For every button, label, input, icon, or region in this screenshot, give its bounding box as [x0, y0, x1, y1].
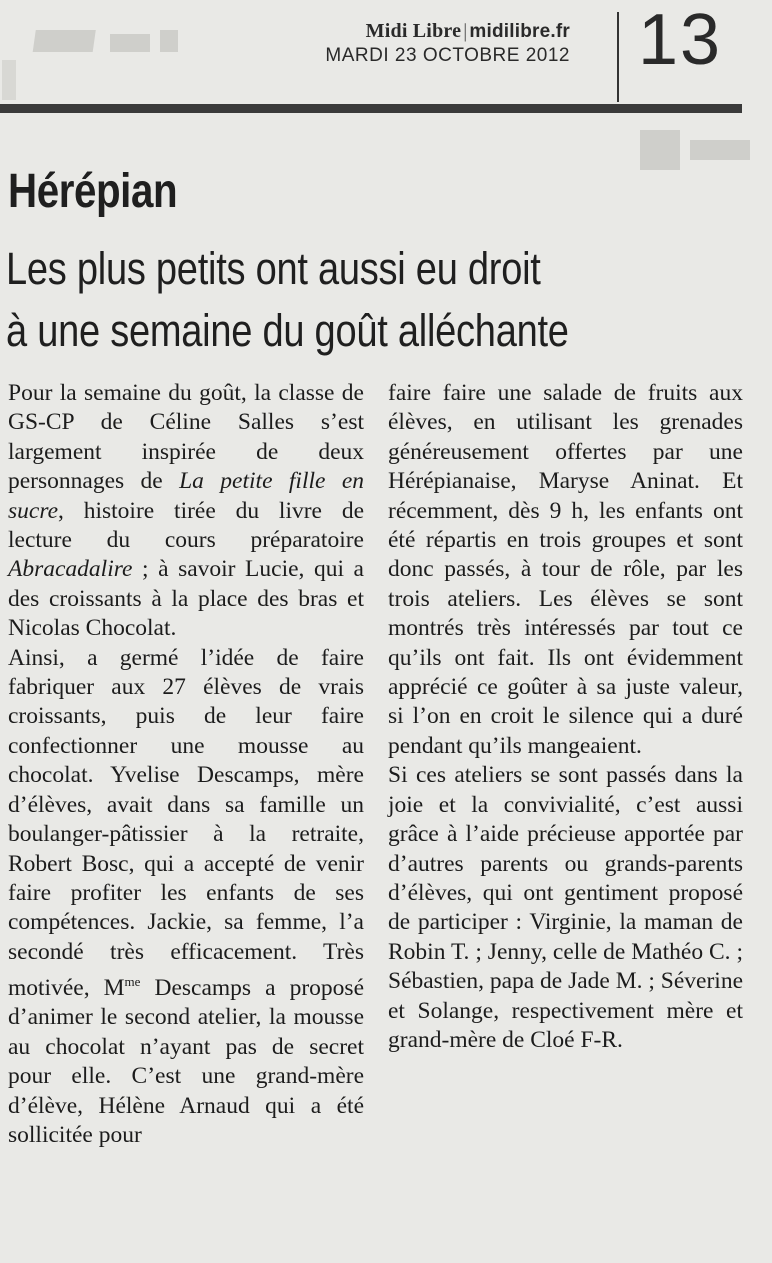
- paragraph: Si ces ateliers se sont passés dans la joie et la convivialité, c’est aussi grâce à l’aide précieuse apportée par d’autres parents ou grands-parents d’élèves, qui ont gentiment proposé de participer : Virginie, la maman de Robin T. ; Jenny, celle de Mathéo C. ; Sébastien, papa de Jade M. ; Séverine et Solange, respectivement mère et grand-mère de Cloé F-R.: [388, 762, 744, 1053]
- article-kicker: Hérépian: [8, 165, 178, 218]
- headline-line-1: Les plus petits ont aussi eu droit: [6, 243, 541, 294]
- paper-website: midilibre.fr: [469, 21, 570, 42]
- article-column-2: [388, 379, 743, 1055]
- article-column-1: [8, 379, 364, 1150]
- text-run: Pour la semaine du goût, la classe de GS-CP de Céline Salles s’est largement inspirée de deux personnages de: [8, 380, 364, 495]
- header-vertical-rule: [617, 12, 619, 102]
- header-rule: [0, 104, 742, 113]
- text-run: , histoire tirée du livre de lecture du cours préparatoire: [8, 497, 364, 554]
- paper-title: [325, 20, 570, 43]
- superscript: me: [124, 974, 141, 990]
- masthead-separator: |: [463, 20, 468, 42]
- paragraph: [8, 644, 364, 1151]
- text-run: Descamps a proposé d’animer le second atelier, la mousse au chocolat n’ayant pas de secret pour elle. C’est une grand-mère d’élève, Hélène Arnaud qui a été sollicitée pour: [8, 974, 364, 1148]
- text-run: ; à savoir Lucie, qui a des croissants à la place des bras et Nicolas Chocolat.: [8, 556, 364, 642]
- paragraph: faire faire une salade de fruits aux élèves, en utilisant les grenades généreusement offertes par une Hérépianaise, Maryse Aninat. Et récemment, dès 9 h, les enfants ont été répartis en trois groupes et sont donc passés, à tour de rôle, par les trois ateliers. Les élèves se sont montrés très intéressés par tout ce qu’ils ont fait. Ils ont évidemment apprécié ce goûter à sa juste valeur, si l’on en croit le silence qui a duré pendant qu’ils mangeaient.: [388, 380, 743, 759]
- paragraph: [8, 379, 364, 644]
- book-title: La petite fille en sucre: [8, 468, 364, 524]
- publication-date: MARDI 23 OCTOBRE 2012: [325, 45, 570, 66]
- page-number: 13: [638, 0, 723, 80]
- text-run: Ainsi, a germé l’idée de faire fabriquer aux 27 élèves de vrais croissants, puis de leur faire confectionner une mousse au chocolat. Yvelise Descamps, mère d’élèves, avait dans sa famille un boulanger-pâtissier à la retraite, Robert Bosc, qui a accepté de venir faire profiter les enfants de ses compétences. Jackie, sa femme, l’a secondé très efficacement. Très motivée, M: [8, 644, 364, 1001]
- masthead: [325, 20, 570, 67]
- paper-name: Midi Libre: [365, 20, 462, 42]
- article-headline: [6, 238, 741, 362]
- headline-line-2: à une semaine du goût alléchante: [6, 305, 569, 356]
- book-title: Abracadalire: [8, 556, 133, 583]
